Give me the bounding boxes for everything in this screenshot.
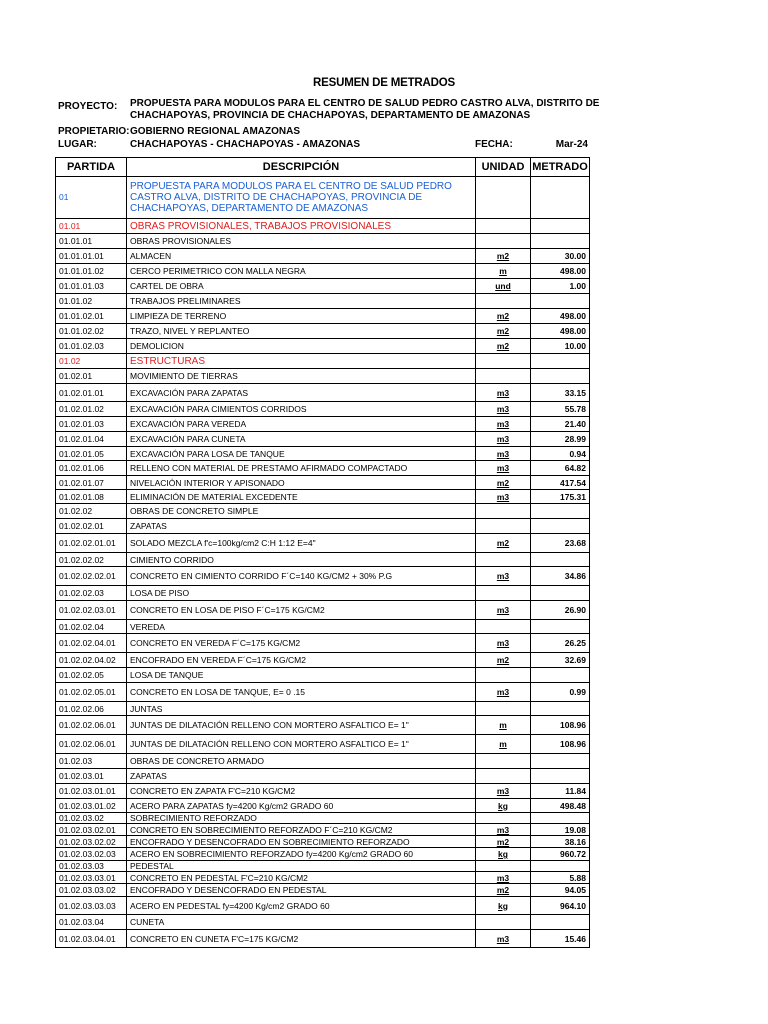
metrado-cell: 32.69 — [531, 653, 590, 668]
table-row — [56, 861, 590, 872]
table-row — [56, 653, 590, 668]
table-row — [56, 553, 590, 567]
proyecto-label: PROYECTO: — [58, 101, 118, 112]
unidad-cell: m2 — [476, 339, 531, 354]
unidad-cell: m2 — [476, 324, 531, 339]
descripcion-cell: SOBRECIMIENTO REFORZADO — [127, 813, 476, 824]
metrados-table — [55, 157, 590, 948]
metrado-cell: 1.00 — [531, 279, 590, 294]
unidad-cell: m3 — [476, 683, 531, 702]
unidad-cell: m3 — [476, 784, 531, 799]
table-row — [56, 234, 590, 249]
table-row — [56, 634, 590, 653]
unidad-cell: m2 — [476, 309, 531, 324]
descripcion-cell: EXCAVACIÓN PARA ZAPATAS — [127, 384, 476, 402]
unidad-cell: m3 — [476, 402, 531, 417]
metrado-cell — [531, 813, 590, 824]
metrado-cell: 417.54 — [531, 476, 590, 490]
table-row — [56, 534, 590, 553]
metrado-cell — [531, 861, 590, 872]
unidad-cell: m — [476, 735, 531, 754]
partida-cell: 01.02.01.08 — [56, 490, 127, 504]
partida-cell: 01.02.01.06 — [56, 461, 127, 476]
table-row — [56, 504, 590, 519]
table-header-row — [56, 158, 590, 177]
table-row — [56, 432, 590, 447]
unidad-cell: m3 — [476, 384, 531, 402]
metrado-cell: 498.00 — [531, 324, 590, 339]
metrado-cell: 10.00 — [531, 339, 590, 354]
partida-cell: 01.01.01.02 — [56, 264, 127, 279]
descripcion-cell: CONCRETO EN VEREDA F´C=175 KG/CM2 — [127, 634, 476, 653]
descripcion-cell: EXCAVACIÓN PARA LOSA DE TANQUE — [127, 447, 476, 461]
descripcion-cell: NIVELACIÓN INTERIOR Y APISONADO — [127, 476, 476, 490]
descripcion-cell: ENCOFRADO Y DESENCOFRADO EN SOBRECIMIENTO REFORZADO — [127, 836, 476, 848]
partida-cell: 01.01.02 — [56, 294, 127, 309]
unidad-cell: m3 — [476, 432, 531, 447]
partida-cell: 01.02.02.03 — [56, 586, 127, 601]
unidad-cell — [476, 813, 531, 824]
unidad-cell: m2 — [476, 836, 531, 848]
propietario-label: PROPIETARIO: — [58, 126, 130, 137]
table-row — [56, 930, 590, 948]
partida-cell: 01.02.02.03.01 — [56, 601, 127, 620]
descripcion-cell: CONCRETO EN CIMIENTO CORRIDO F´C=140 KG/CM2 + 30% P.G — [127, 567, 476, 586]
descripcion-cell: ACERO EN PEDESTAL fy=4200 Kg/cm2 GRADO 60 — [127, 897, 476, 915]
metrado-cell: 11.84 — [531, 784, 590, 799]
table-row — [56, 769, 590, 784]
unidad-cell — [476, 702, 531, 716]
descripcion-cell: ACERO PARA ZAPATAS fy=4200 Kg/cm2 GRADO 60 — [127, 799, 476, 813]
table-row — [56, 324, 590, 339]
unidad-cell: m3 — [476, 490, 531, 504]
descripcion-cell: OBRAS PROVISIONALES, TRABAJOS PROVISIONALES — [127, 219, 476, 234]
descripcion-cell: CONCRETO EN ZAPATA F'C=210 KG/CM2 — [127, 784, 476, 799]
metrado-cell — [531, 219, 590, 234]
table-row — [56, 279, 590, 294]
table-row — [56, 177, 590, 219]
table-row — [56, 683, 590, 702]
descripcion-cell: LOSA DE PISO — [127, 586, 476, 601]
descripcion-cell: CONCRETO EN PEDESTAL F'C=210 KG/CM2 — [127, 872, 476, 884]
lugar-value: CHACHAPOYAS - CHACHAPOYAS - AMAZONAS — [130, 139, 361, 150]
unidad-cell: kg — [476, 848, 531, 861]
descripcion-cell: CARTEL DE OBRA — [127, 279, 476, 294]
unidad-cell — [476, 553, 531, 567]
proyecto-value: PROPUESTA PARA MODULOS PARA EL CENTRO DE SALUD PEDRO CASTRO ALVA, DISTRITO DE CHACHAPOYAS, PROVINCIA DE CHACHAPOYAS, DEPARTAMENTO DE AMAZONAS — [130, 98, 600, 121]
descripcion-cell: CONCRETO EN CUNETA F'C=175 KG/CM2 — [127, 930, 476, 948]
table-row — [56, 716, 590, 735]
unidad-cell: m3 — [476, 872, 531, 884]
descripcion-cell: ENCOFRADO EN VEREDA F´C=175 KG/CM2 — [127, 653, 476, 668]
header-metrado: METRADO — [531, 158, 590, 177]
table-row — [56, 586, 590, 601]
propietario-value: GOBIERNO REGIONAL AMAZONAS — [130, 126, 301, 137]
table-row — [56, 309, 590, 324]
partida-cell: 01.02 — [56, 354, 127, 369]
unidad-cell: m2 — [476, 884, 531, 897]
unidad-cell: m2 — [476, 534, 531, 553]
descripcion-cell: OBRAS DE CONCRETO SIMPLE — [127, 504, 476, 519]
metrado-cell: 28.99 — [531, 432, 590, 447]
metrado-cell: 498.00 — [531, 264, 590, 279]
partida-cell: 01.02.02.01 — [56, 519, 127, 534]
partida-cell: 01.02.02.06.01 — [56, 735, 127, 754]
descripcion-cell: CUNETA — [127, 915, 476, 930]
partida-cell: 01.01.01.01 — [56, 249, 127, 264]
document-title: RESUMEN DE METRADOS — [313, 77, 455, 89]
table-row — [56, 447, 590, 461]
metrado-cell: 38.16 — [531, 836, 590, 848]
table-row — [56, 490, 590, 504]
descripcion-cell: EXCAVACIÓN PARA CUNETA — [127, 432, 476, 447]
partida-cell: 01.02.02.05.01 — [56, 683, 127, 702]
partida-cell: 01.02.03.03.02 — [56, 884, 127, 897]
descripcion-cell: EXCAVACIÓN PARA CIMIENTOS CORRIDOS — [127, 402, 476, 417]
partida-cell: 01.02.02.04.01 — [56, 634, 127, 653]
partida-cell: 01.02.03.04 — [56, 915, 127, 930]
metrado-cell — [531, 369, 590, 384]
table-row — [56, 339, 590, 354]
partida-cell: 01.01.02.03 — [56, 339, 127, 354]
partida-cell: 01.02.02.02 — [56, 553, 127, 567]
descripcion-cell: ALMACEN — [127, 249, 476, 264]
fecha-label: FECHA: — [475, 139, 513, 150]
descripcion-cell: DEMOLICION — [127, 339, 476, 354]
unidad-cell: m3 — [476, 601, 531, 620]
descripcion-cell: ACERO EN SOBRECIMIENTO REFORZADO fy=4200 Kg/cm2 GRADO 60 — [127, 848, 476, 861]
partida-cell: 01.01.01 — [56, 234, 127, 249]
descripcion-cell: JUNTAS DE DILATACIÓN RELLENO CON MORTERO ASFALTICO E= 1" — [127, 735, 476, 754]
lugar-label: LUGAR: — [58, 139, 97, 150]
metrado-cell: 175.31 — [531, 490, 590, 504]
table-row — [56, 219, 590, 234]
partida-cell: 01.02.03.03.03 — [56, 897, 127, 915]
descripcion-cell: EXCAVACIÓN PARA VEREDA — [127, 417, 476, 432]
descripcion-cell: CERCO PERIMETRICO CON MALLA NEGRA — [127, 264, 476, 279]
unidad-cell — [476, 177, 531, 219]
table-row — [56, 354, 590, 369]
metrado-cell — [531, 177, 590, 219]
partida-cell: 01.02.01.04 — [56, 432, 127, 447]
metrado-cell: 33.15 — [531, 384, 590, 402]
metrado-cell — [531, 668, 590, 683]
partida-cell: 01.02.02.05 — [56, 668, 127, 683]
unidad-cell — [476, 354, 531, 369]
metrado-cell: 0.99 — [531, 683, 590, 702]
unidad-cell: m3 — [476, 447, 531, 461]
descripcion-cell: LIMPIEZA DE TERRENO — [127, 309, 476, 324]
partida-cell: 01.02.01 — [56, 369, 127, 384]
partida-cell: 01.02.02.04 — [56, 620, 127, 634]
descripcion-cell: LOSA DE TANQUE — [127, 668, 476, 683]
metrado-cell: 34.86 — [531, 567, 590, 586]
metrado-cell — [531, 702, 590, 716]
table-row — [56, 813, 590, 824]
table-row — [56, 294, 590, 309]
descripcion-cell: VEREDA — [127, 620, 476, 634]
table-row — [56, 567, 590, 586]
metrado-cell — [531, 553, 590, 567]
unidad-cell: m3 — [476, 461, 531, 476]
descripcion-cell: ZAPATAS — [127, 769, 476, 784]
table-body — [56, 177, 590, 948]
table-row — [56, 897, 590, 915]
metrado-cell — [531, 519, 590, 534]
partida-cell: 01.02.02 — [56, 504, 127, 519]
table-row — [56, 476, 590, 490]
table-row — [56, 915, 590, 930]
table-row — [56, 249, 590, 264]
partida-cell: 01.01 — [56, 219, 127, 234]
descripcion-cell: OBRAS PROVISIONALES — [127, 234, 476, 249]
unidad-cell — [476, 294, 531, 309]
unidad-cell: m2 — [476, 249, 531, 264]
descripcion-cell: PEDESTAL — [127, 861, 476, 872]
metrado-cell: 64.82 — [531, 461, 590, 476]
unidad-cell — [476, 915, 531, 930]
partida-cell: 01.02.01.02 — [56, 402, 127, 417]
unidad-cell: m3 — [476, 417, 531, 432]
unidad-cell: m3 — [476, 634, 531, 653]
partida-cell: 01.02.03.02.03 — [56, 848, 127, 861]
table-row — [56, 848, 590, 861]
partida-cell: 01.02.01.03 — [56, 417, 127, 432]
metrado-cell: 94.05 — [531, 884, 590, 897]
unidad-cell — [476, 234, 531, 249]
metrado-cell — [531, 354, 590, 369]
descripcion-cell: TRABAJOS PRELIMINARES — [127, 294, 476, 309]
descripcion-cell: ENCOFRADO Y DESENCOFRADO EN PEDESTAL — [127, 884, 476, 897]
table-row — [56, 668, 590, 683]
unidad-cell: m3 — [476, 567, 531, 586]
unidad-cell — [476, 586, 531, 601]
partida-cell: 01.02.03.04.01 — [56, 930, 127, 948]
partida-cell: 01.01.01.03 — [56, 279, 127, 294]
descripcion-cell: JUNTAS DE DILATACIÓN RELLENO CON MORTERO ASFALTICO E= 1" — [127, 716, 476, 735]
unidad-cell — [476, 620, 531, 634]
partida-cell: 01.01.02.02 — [56, 324, 127, 339]
metrado-cell: 55.78 — [531, 402, 590, 417]
table-row — [56, 461, 590, 476]
descripcion-cell: OBRAS DE CONCRETO ARMADO — [127, 754, 476, 769]
unidad-cell: m — [476, 716, 531, 735]
metrado-cell — [531, 504, 590, 519]
metrado-cell: 5.88 — [531, 872, 590, 884]
header-descripcion: DESCRIPCIÓN — [127, 158, 476, 177]
partida-cell: 01.02.03.01.02 — [56, 799, 127, 813]
unidad-cell — [476, 754, 531, 769]
unidad-cell — [476, 861, 531, 872]
partida-cell: 01.02.02.06 — [56, 702, 127, 716]
unidad-cell: m2 — [476, 653, 531, 668]
partida-cell: 01 — [56, 177, 127, 219]
metrado-cell — [531, 915, 590, 930]
partida-cell: 01.02.01.07 — [56, 476, 127, 490]
descripcion-cell: ELIMINACIÓN DE MATERIAL EXCEDENTE — [127, 490, 476, 504]
descripcion-cell: SOLADO MEZCLA f'c=100kg/cm2 C:H 1:12 E=4" — [127, 534, 476, 553]
table-row — [56, 754, 590, 769]
metrado-cell: 0.94 — [531, 447, 590, 461]
table-row — [56, 884, 590, 897]
descripcion-cell: ESTRUCTURAS — [127, 354, 476, 369]
partida-cell: 01.02.01.01 — [56, 384, 127, 402]
unidad-cell: kg — [476, 799, 531, 813]
metrado-cell: 960.72 — [531, 848, 590, 861]
table-row — [56, 702, 590, 716]
metrado-cell: 23.68 — [531, 534, 590, 553]
unidad-cell: und — [476, 279, 531, 294]
partida-cell: 01.02.03.02 — [56, 813, 127, 824]
unidad-cell — [476, 519, 531, 534]
descripcion-cell: ZAPATAS — [127, 519, 476, 534]
partida-cell: 01.02.03.03.01 — [56, 872, 127, 884]
table-row — [56, 402, 590, 417]
metrado-cell: 26.90 — [531, 601, 590, 620]
metrado-cell — [531, 294, 590, 309]
partida-cell: 01.02.03.02.02 — [56, 836, 127, 848]
metrado-cell: 15.46 — [531, 930, 590, 948]
partida-cell: 01.02.03 — [56, 754, 127, 769]
table-row — [56, 417, 590, 432]
unidad-cell: m3 — [476, 930, 531, 948]
metrado-cell: 108.96 — [531, 716, 590, 735]
unidad-cell: kg — [476, 897, 531, 915]
table-row — [56, 519, 590, 534]
metrado-cell: 21.40 — [531, 417, 590, 432]
descripcion-cell: CONCRETO EN LOSA DE PISO F´C=175 KG/CM2 — [127, 601, 476, 620]
partida-cell: 01.02.02.02.01 — [56, 567, 127, 586]
metrado-cell: 108.96 — [531, 735, 590, 754]
descripcion-cell: TRAZO, NIVEL Y REPLANTEO — [127, 324, 476, 339]
partida-cell: 01.02.03.01 — [56, 769, 127, 784]
metrado-cell: 498.00 — [531, 309, 590, 324]
unidad-cell — [476, 504, 531, 519]
table-row — [56, 369, 590, 384]
descripcion-cell: CONCRETO EN LOSA DE TANQUE, E= 0 .15 — [127, 683, 476, 702]
partida-cell: 01.01.02.01 — [56, 309, 127, 324]
fecha-value: Mar-24 — [555, 139, 588, 150]
unidad-cell: m3 — [476, 824, 531, 836]
partida-cell: 01.02.03.02.01 — [56, 824, 127, 836]
table-row — [56, 824, 590, 836]
table-row — [56, 784, 590, 799]
descripcion-cell: MOVIMIENTO DE TIERRAS — [127, 369, 476, 384]
header-partida: PARTIDA — [56, 158, 127, 177]
partida-cell: 01.02.02.04.02 — [56, 653, 127, 668]
descripcion-cell: PROPUESTA PARA MODULOS PARA EL CENTRO DE SALUD PEDRO CASTRO ALVA, DISTRITO DE CHACHAPOYAS, PROVINCIA DE CHACHAPOYAS, DEPARTAMENTO DE AMAZONAS — [127, 177, 476, 219]
table-row — [56, 601, 590, 620]
metrado-cell — [531, 586, 590, 601]
partida-cell: 01.02.02.01.01 — [56, 534, 127, 553]
descripcion-cell: CONCRETO EN SOBRECIMIENTO REFORZADO F´C=210 KG/CM2 — [127, 824, 476, 836]
table-row — [56, 384, 590, 402]
partida-cell: 01.02.02.06.01 — [56, 716, 127, 735]
table-row — [56, 799, 590, 813]
partida-cell: 01.02.03.03 — [56, 861, 127, 872]
unidad-cell: m — [476, 264, 531, 279]
metrado-cell: 964.10 — [531, 897, 590, 915]
table-row — [56, 836, 590, 848]
descripcion-cell: CIMIENTO CORRIDO — [127, 553, 476, 567]
partida-cell: 01.02.03.01.01 — [56, 784, 127, 799]
metrado-cell: 26.25 — [531, 634, 590, 653]
table-row — [56, 264, 590, 279]
unidad-cell: m2 — [476, 476, 531, 490]
metrado-cell — [531, 234, 590, 249]
header-unidad: UNIDAD — [476, 158, 531, 177]
metrado-cell — [531, 754, 590, 769]
metrado-cell: 19.08 — [531, 824, 590, 836]
metrado-cell: 498.48 — [531, 799, 590, 813]
table-row — [56, 872, 590, 884]
table-row — [56, 735, 590, 754]
unidad-cell — [476, 668, 531, 683]
unidad-cell — [476, 369, 531, 384]
descripcion-cell: JUNTAS — [127, 702, 476, 716]
unidad-cell — [476, 219, 531, 234]
metrado-cell: 30.00 — [531, 249, 590, 264]
table-row — [56, 620, 590, 634]
descripcion-cell: RELLENO CON MATERIAL DE PRESTAMO AFIRMADO COMPACTADO — [127, 461, 476, 476]
partida-cell: 01.02.01.05 — [56, 447, 127, 461]
metrado-cell — [531, 769, 590, 784]
metrado-cell — [531, 620, 590, 634]
unidad-cell — [476, 769, 531, 784]
